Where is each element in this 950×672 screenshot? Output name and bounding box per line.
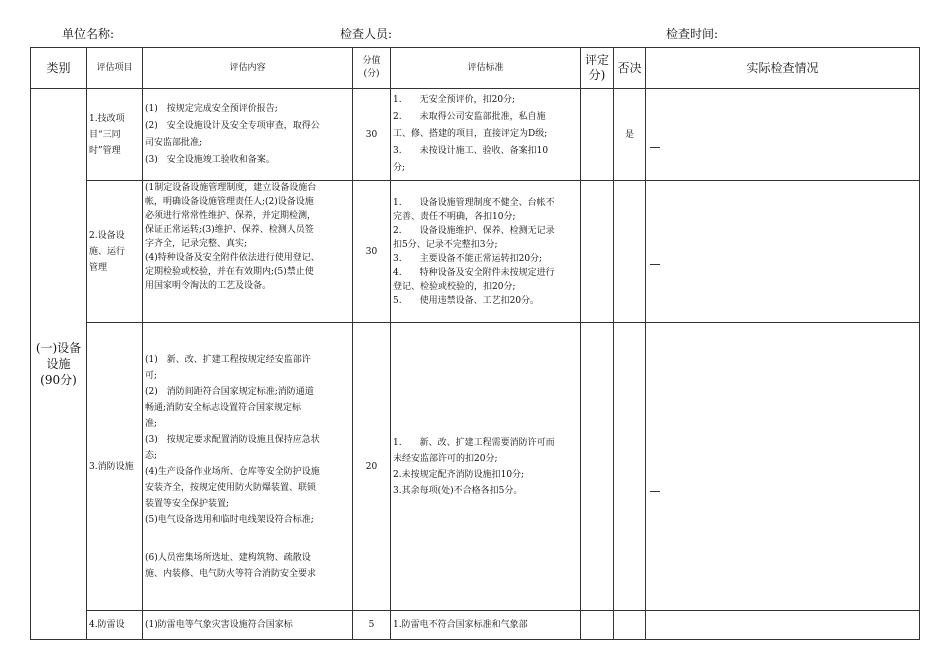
content-line: 可;: [145, 370, 158, 381]
col-score-line2: (分): [363, 69, 380, 79]
rating-cell[interactable]: [581, 611, 614, 640]
content-cell: [143, 323, 353, 611]
table-row: [31, 323, 920, 611]
standard-line: 3.其余每项(处)不合格各扣5分。: [393, 485, 523, 496]
inspection-time-label: 检查时间:: [666, 27, 719, 41]
dash-mark: [650, 264, 660, 265]
content-line: (6)人员密集场所选址、建构筑物、疏散设: [145, 552, 311, 563]
inspector-label: 检查人员:: [340, 27, 393, 41]
content-line: (5)电气设备选用和临时电线架设符合标准;: [145, 514, 314, 525]
content-line: 准;: [145, 418, 158, 429]
content-line: (1) 按规定完成安全预评价报告;: [145, 103, 278, 114]
content-line: 用国家明令淘汰的工艺及设备。: [145, 281, 272, 291]
content-line: 态;: [145, 450, 158, 461]
content-line: (1) 新、改、扩建工程按规定经安监部许: [145, 354, 311, 365]
content-line: 字齐全，记录完整、真实;: [145, 239, 248, 249]
standard-line: 3. 主要设备不能正常运转扣20分;: [393, 253, 543, 264]
table-row: [31, 611, 920, 640]
standard-line: 扣5分、记录不完整扣3分;: [393, 239, 498, 250]
category-line2: 设施: [46, 357, 71, 371]
content-gap: [145, 528, 350, 550]
dash-mark: [650, 147, 660, 148]
item-line: 目“三同: [89, 129, 121, 140]
category-line3: (90分): [40, 373, 77, 387]
standard-line: 分;: [393, 163, 406, 173]
standard-line: 2.未按规定配齐消防设施扣10分;: [393, 469, 525, 480]
content-line: 安装齐全，按规定使用防火防爆装置、联锁: [145, 482, 317, 493]
category-line1: (一)设备: [35, 341, 82, 355]
table-row: [31, 89, 920, 181]
item-line: 施、运行: [89, 246, 126, 257]
item-line: 管理: [89, 262, 108, 273]
veto-cell: [614, 181, 646, 323]
table-row: [31, 181, 920, 323]
col-category: 类别: [31, 48, 87, 89]
standard-line: 1.防雷电不符合国家标准和气象部: [393, 620, 528, 630]
content-line: 必须进行常常性维护、保养，并定期检测，: [145, 211, 317, 221]
rating-cell[interactable]: [581, 181, 614, 323]
standard-line: 4. 特种设备及安全附件未按规定进行: [393, 267, 555, 278]
content-line: (2) 安全设施设计及安全专项审查，取得公: [145, 120, 320, 131]
content-line: (4)特种设备及安全附件依法进行使用登记、: [145, 253, 320, 263]
standard-cell: [391, 323, 581, 611]
content-line: (1)防雷电等气象灾害设施符合国家标: [145, 620, 293, 630]
standard-line: 2. 设备设施维护、保养、检测无记录: [393, 225, 555, 236]
content-line: (3) 安全设施竣工验收和备案。: [145, 154, 275, 165]
item-cell: [87, 611, 143, 640]
item-line: 1.技改项: [89, 113, 125, 124]
veto-cell: 是: [614, 89, 646, 181]
dash-mark: [650, 491, 660, 492]
standard-cell: [391, 181, 581, 323]
standard-line: 工、修、搭建的项目，直接评定为D级;: [393, 129, 548, 139]
content-line: (3) 按规定要求配置消防设施且保持应急状: [145, 434, 320, 445]
content-line: (1制定设备设施管理制度，建立设备设施台: [145, 183, 317, 193]
rating-cell[interactable]: [581, 89, 614, 181]
category-cell: [31, 89, 87, 640]
standard-line: 未经安监部许可的扣20分;: [393, 453, 498, 464]
standard-line: 1. 无安全预评价，扣20分;: [393, 95, 516, 105]
score-cell: 5: [353, 611, 391, 640]
actual-cell[interactable]: [646, 323, 920, 611]
actual-cell[interactable]: [646, 611, 920, 640]
col-veto: 否决: [614, 48, 646, 89]
standard-line: 登记、检验或校验的，扣20分;: [393, 281, 516, 292]
col-rating-line1: 评定: [584, 53, 609, 67]
score-cell: 20: [353, 323, 391, 611]
content-cell: [143, 611, 353, 640]
actual-cell[interactable]: [646, 89, 920, 181]
veto-cell: [614, 611, 646, 640]
col-score-line1: 分值: [362, 56, 381, 66]
veto-cell: [614, 323, 646, 611]
standard-line: 1. 设备设施管理制度不健全、台帐不: [393, 197, 555, 208]
item-line: 4.防雷设: [89, 620, 125, 630]
unit-name-label: 单位名称:: [62, 27, 115, 41]
item-line: 时”管理: [89, 145, 121, 156]
item-cell: [87, 181, 143, 323]
standard-line: 5. 使用违禁设备、工艺扣20分。: [393, 295, 540, 306]
standard-cell: [391, 89, 581, 181]
standard-cell: [391, 611, 581, 640]
score-cell: 30: [353, 181, 391, 323]
col-actual: 实际检查情况: [646, 48, 920, 89]
content-cell: [143, 89, 353, 181]
content-line: 司安监部批准;: [145, 137, 203, 148]
actual-cell[interactable]: [646, 181, 920, 323]
col-standard: 评估标准: [391, 48, 581, 89]
assessment-table: [30, 47, 920, 640]
content-line: 帐，明确设备设施管理责任人;(2)设备设施: [145, 197, 314, 207]
content-line: 装置等安全保护装置;: [145, 498, 230, 509]
standard-line: 完善、责任不明确，各扣10分;: [393, 211, 516, 222]
col-item: 评估项目: [87, 48, 143, 89]
item-line: 2.设备设: [89, 230, 125, 241]
col-content: 评估内容: [143, 48, 353, 89]
item-cell: [87, 323, 143, 611]
standard-line: 3. 未按设计施工、验收、备案扣10: [393, 146, 549, 156]
content-line: 施、内装修、电气防火等符合消防安全要求: [145, 568, 317, 579]
standard-line: 2. 未取得公司安监部批准，私自施: [393, 112, 546, 122]
item-cell: [87, 89, 143, 181]
content-line: (4)生产设备作业场所、仓库等安全防护设施: [145, 466, 320, 477]
item-line: 3.消防设施: [89, 461, 134, 472]
col-score: [353, 48, 391, 89]
content-line: (2) 消防间距符合国家规定标准;消防通道: [145, 386, 314, 397]
content-line: 保证正常运转;(3)维护、保养、检测人员签: [145, 225, 314, 235]
content-line: 畅通;消防安全标志设置符合国家规定标: [145, 402, 302, 413]
col-rating-line2: 分): [588, 68, 606, 82]
standard-line: 1. 新、改、扩建工程需要消防许可而: [393, 437, 555, 448]
rating-cell[interactable]: [581, 323, 614, 611]
col-rating: [581, 48, 614, 89]
score-cell: 30: [353, 89, 391, 181]
content-cell: [143, 181, 353, 323]
table-header-row: [31, 48, 920, 89]
content-line: 定期检验或校验，并在有效期内;(5)禁止使: [145, 267, 314, 277]
